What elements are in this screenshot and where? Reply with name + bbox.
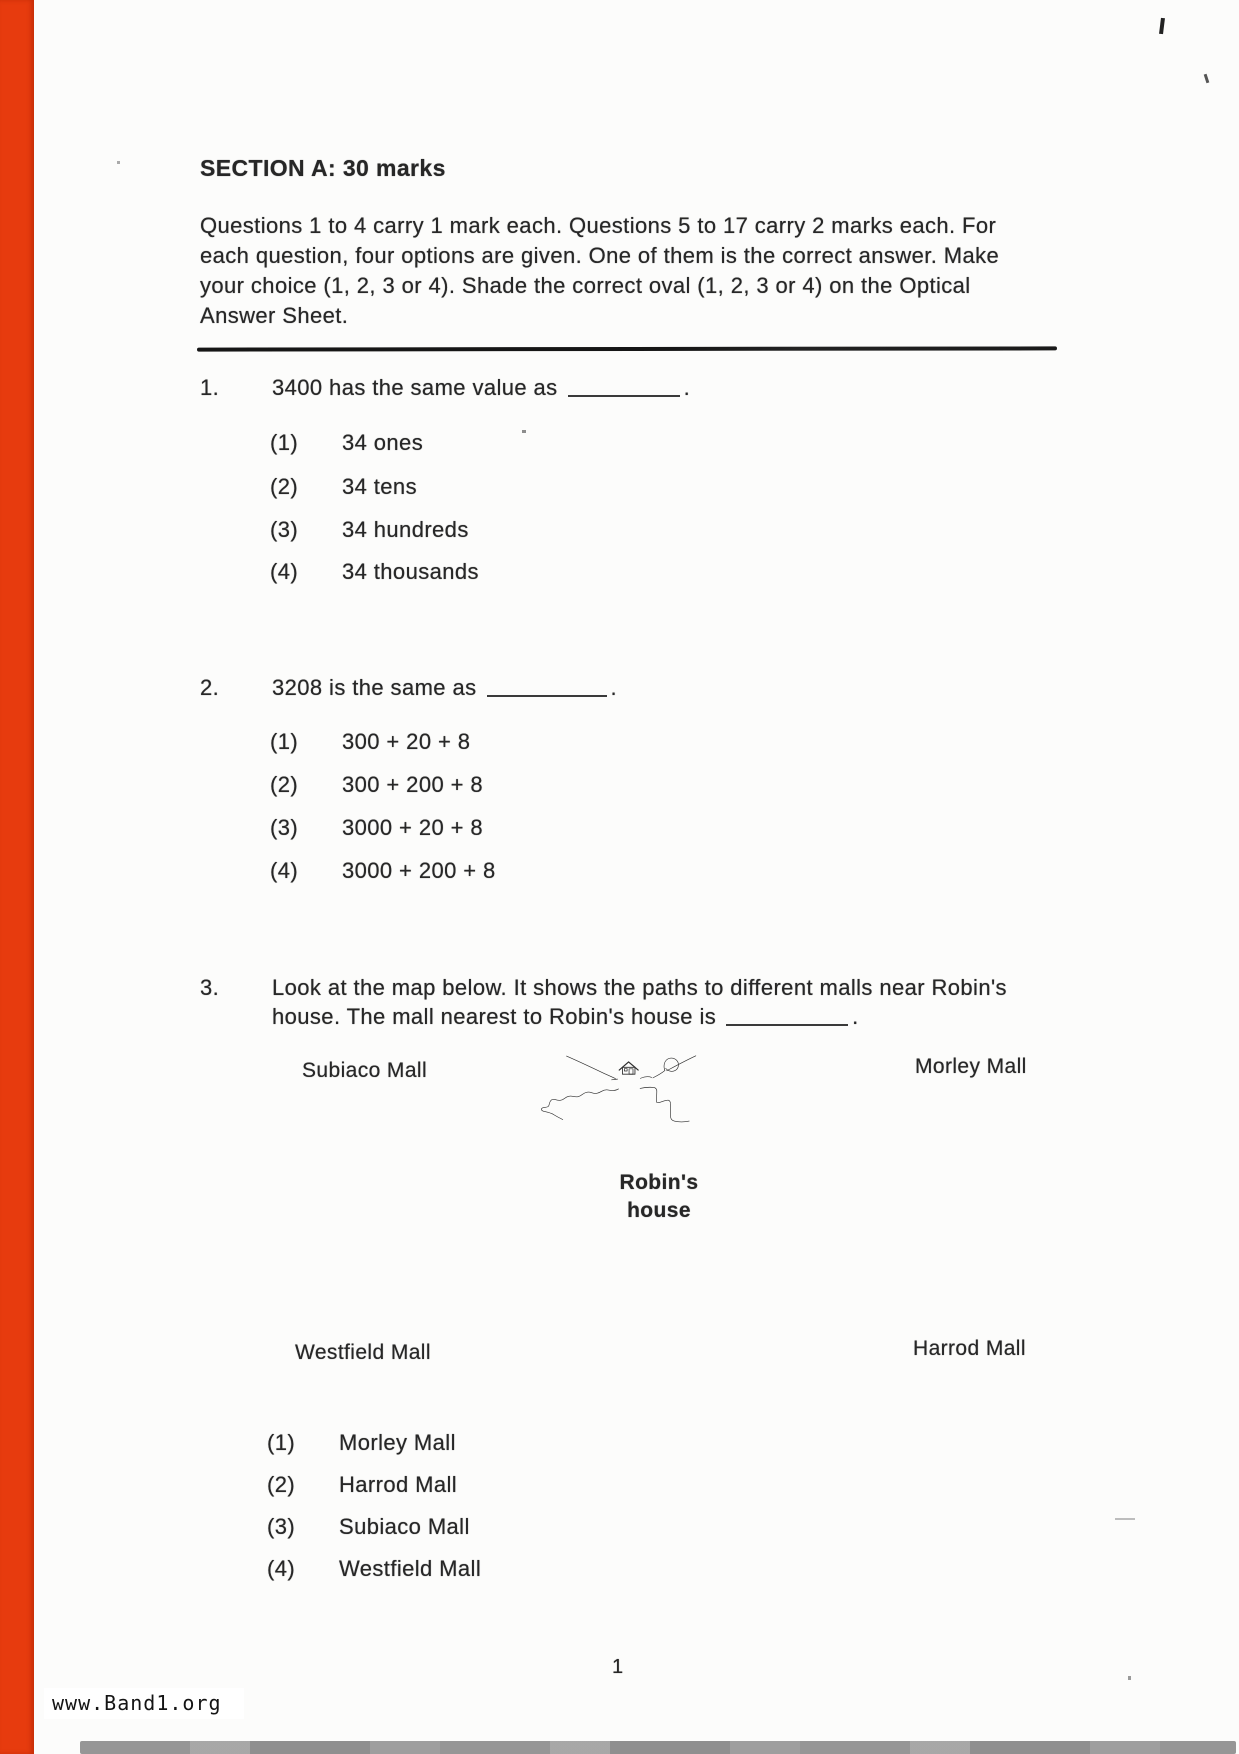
option-label: 300 + 200 + 8 xyxy=(342,772,483,797)
question-1-option-2 xyxy=(270,474,417,500)
option-number: (4) xyxy=(270,559,299,584)
page-number: 1 xyxy=(612,1656,624,1678)
option-number: (2) xyxy=(270,772,299,797)
robins-house-label xyxy=(589,1169,729,1225)
path-to-morley-mall xyxy=(640,1056,695,1079)
question-3-option-4 xyxy=(267,1556,481,1582)
question-1-tail: . xyxy=(683,375,691,400)
question-3-answer-blank xyxy=(726,1020,848,1026)
question-1-option-1 xyxy=(270,430,423,456)
path-to-harrod-mall xyxy=(640,1087,689,1122)
option-label: 34 tens xyxy=(342,474,417,499)
option-number: (1) xyxy=(267,1430,296,1455)
scan-speck xyxy=(1115,1518,1135,1520)
scan-speck xyxy=(1204,74,1210,83)
question-2-option-1 xyxy=(270,729,470,755)
option-label: 34 thousands xyxy=(342,559,479,584)
option-number: (2) xyxy=(270,474,299,499)
question-3-option-1 xyxy=(267,1430,456,1456)
harrod-mall-label: Harrod Mall xyxy=(913,1337,1026,1360)
scan-edge-red-bar xyxy=(0,0,34,1754)
question-2-text: 3208 is the same as xyxy=(272,675,477,700)
question-2-stem xyxy=(200,675,617,701)
option-label: 300 + 20 + 8 xyxy=(342,729,471,754)
question-3-tail: . xyxy=(852,1004,859,1029)
option-label: 34 ones xyxy=(342,430,424,455)
westfield-mall-label: Westfield Mall xyxy=(295,1341,431,1364)
section-title: SECTION A: 30 marks xyxy=(200,155,446,181)
question-2-tail: . xyxy=(610,675,618,700)
option-number: (3) xyxy=(270,517,299,542)
question-1-answer-blank xyxy=(568,391,680,397)
option-number: (4) xyxy=(267,1556,296,1581)
question-3-stem-line-2 xyxy=(272,1004,859,1030)
option-label: 3000 + 200 + 8 xyxy=(342,858,496,883)
path-to-subiaco-mall xyxy=(566,1056,617,1080)
scan-speck xyxy=(522,430,526,433)
scan-speck xyxy=(1159,18,1165,34)
question-2-number: 2. xyxy=(200,675,220,700)
question-1-stem xyxy=(200,375,690,401)
scan-speck xyxy=(1128,1676,1131,1680)
morley-mall-label: Morley Mall xyxy=(915,1055,1027,1078)
question-1-text: 3400 has the same value as xyxy=(272,375,558,400)
option-label: Morley Mall xyxy=(339,1430,456,1455)
option-label: 34 hundreds xyxy=(342,517,469,542)
question-1-option-3 xyxy=(270,517,469,543)
scan-artifact-gray-bar xyxy=(80,1741,1236,1754)
option-number: (3) xyxy=(267,1514,296,1539)
question-3-text-line-1: Look at the map below. It shows the paths to different malls near Robin's xyxy=(272,975,1007,1000)
question-3-text-line-2: house. The mall nearest to Robin's house is xyxy=(272,1004,717,1029)
path-to-westfield-mall xyxy=(541,1089,618,1120)
question-3-option-2 xyxy=(267,1472,457,1498)
option-number: (1) xyxy=(270,430,299,455)
question-2-answer-blank xyxy=(487,691,607,697)
option-number: (1) xyxy=(270,729,299,754)
watermark-url: www.Band1.org xyxy=(44,1688,244,1719)
option-number: (4) xyxy=(270,858,299,883)
question-3-number: 3. xyxy=(200,975,220,1000)
instructions-line-1: Questions 1 to 4 carry 1 mark each. Questions 5 to 17 carry 2 marks each. For xyxy=(200,213,997,238)
section-divider-rule xyxy=(197,346,1057,351)
question-3-stem-line-1 xyxy=(200,975,1007,1001)
option-number: (3) xyxy=(270,815,299,840)
house-icon xyxy=(619,1062,638,1074)
question-1-number: 1. xyxy=(200,375,220,400)
question-1-option-4 xyxy=(270,559,479,585)
option-label: Subiaco Mall xyxy=(339,1514,470,1539)
option-label: 3000 + 20 + 8 xyxy=(342,815,483,840)
question-2-option-3 xyxy=(270,815,483,841)
instructions-line-3: your choice (1, 2, 3 or 4). Shade the correct oval (1, 2, 3 or 4) on the Optical xyxy=(200,273,971,298)
subiaco-mall-label: Subiaco Mall xyxy=(302,1059,428,1082)
question-2-option-2 xyxy=(270,772,483,798)
option-number: (2) xyxy=(267,1472,296,1497)
question-2-option-4 xyxy=(270,858,496,884)
instructions-line-2: each question, four options are given. One of them is the correct answer. Make xyxy=(200,243,1000,268)
robins-house-label-line-2: house xyxy=(627,1199,691,1222)
question-3-option-3 xyxy=(267,1514,470,1540)
instructions-line-4: Answer Sheet. xyxy=(200,303,349,328)
scan-speck xyxy=(117,161,120,164)
option-label: Westfield Mall xyxy=(339,1556,482,1581)
robins-house-label-line-1: Robin's xyxy=(619,1171,699,1194)
option-label: Harrod Mall xyxy=(339,1472,458,1497)
